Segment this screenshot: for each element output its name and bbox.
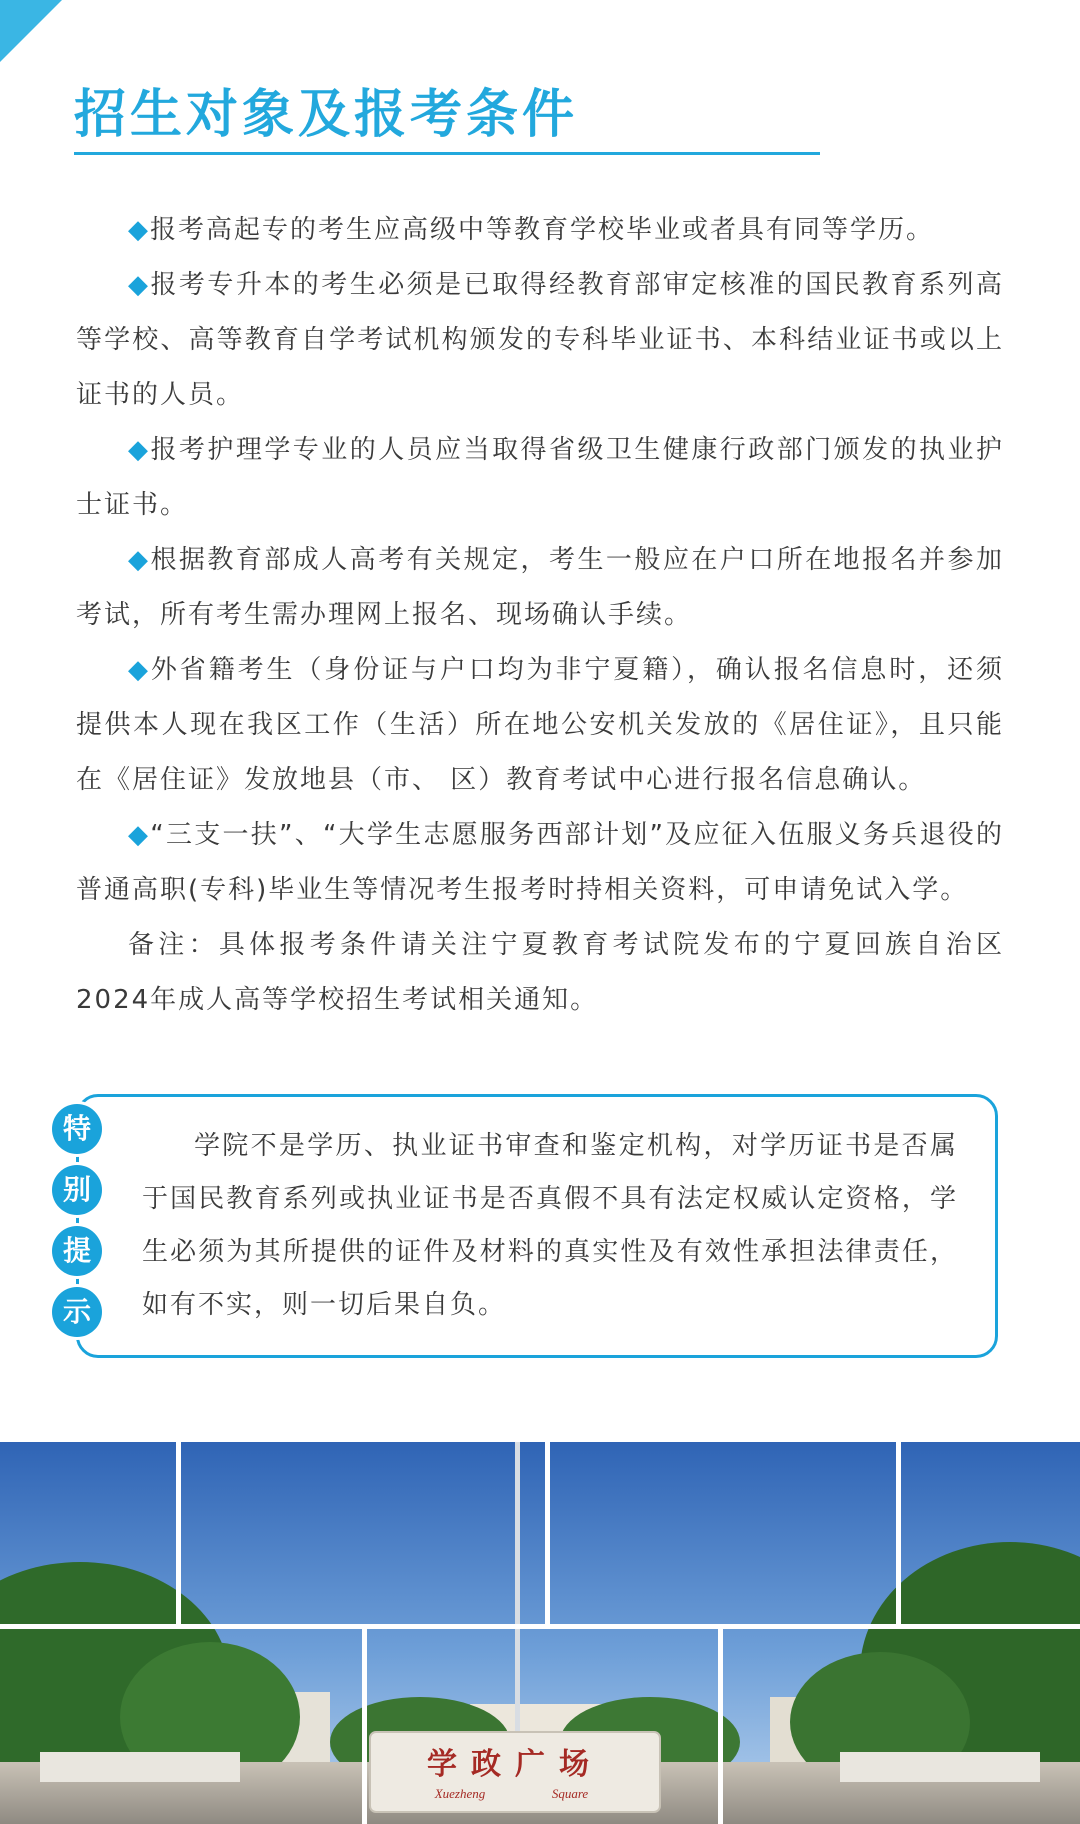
conditions-list — [76, 203, 1004, 1028]
title-underline — [74, 152, 820, 155]
diamond-bullet-icon: ◆ — [128, 545, 151, 575]
sign-text: 学政广场 — [427, 1748, 603, 1781]
condition-item: ◆报考护理学专业的人员应当取得省级卫生健康行政部门颁发的执业护士证书。 — [76, 435, 1004, 520]
grid-line-vertical-4 — [362, 1629, 367, 1824]
note-paragraph: 备注：具体报考条件请关注宁夏教育考试院发布的宁夏回族自治区2024年成人高等学校招生考试相关通知。 — [76, 930, 1004, 1015]
page-title: 招生对象及报考条件 — [74, 85, 579, 145]
flagpole — [515, 1442, 520, 1772]
sign-pinyin-2: Square — [551, 1786, 589, 1801]
notice-label-char: 提 — [52, 1226, 102, 1276]
diamond-bullet-icon: ◆ — [128, 270, 151, 300]
railing-left — [40, 1752, 240, 1782]
condition-item: ◆报考专升本的考生必须是已取得经教育部审定核准的国民教育系列高等学校、高等教育自学考试机构颁发的专科毕业证书、本科结业证书或以上证书的人员。 — [76, 270, 1004, 410]
condition-item: ◆报考高起专的考生应高级中等教育学校毕业或者具有同等学历。 — [128, 215, 935, 245]
condition-item: ◆外省籍考生（身份证与户口均为非宁夏籍），确认报名信息时，还须提供本人现在我区工作（生活）所在地公安机关发放的《居住证》，且只能在《居住证》发放地县（市、 区）教育考试中心进行报名信息确认。 — [76, 655, 1004, 795]
corner-decoration — [0, 0, 62, 62]
sign-pinyin-1: Xuezheng — [434, 1786, 486, 1801]
special-notice-label — [52, 1104, 104, 1348]
grid-line-vertical-1 — [176, 1442, 181, 1624]
diamond-bullet-icon: ◆ — [128, 215, 150, 245]
notice-label-char: 别 — [52, 1165, 102, 1215]
diamond-bullet-icon: ◆ — [128, 435, 151, 465]
diamond-bullet-icon: ◆ — [128, 655, 151, 685]
notice-label-char: 特 — [52, 1104, 102, 1154]
special-notice-text: 学院不是学历、执业证书审查和鉴定机构，对学历证书是否属于国民教育系列或执业证书是否真假不具有法定权威认定资格，学生必须为其所提供的证件及材料的真实性及有效性承担法律责任，如有不实，则一切后果自负。 — [142, 1131, 958, 1320]
grid-line-horizontal — [0, 1624, 1080, 1629]
condition-item: ◆根据教育部成人高考有关规定，考生一般应在户口所在地报名并参加考试，所有考生需办理网上报名、现场确认手续。 — [76, 545, 1004, 630]
grid-line-vertical-2 — [545, 1442, 550, 1624]
condition-item: ◆“三支一扶”、“大学生志愿服务西部计划”及应征入伍服义务兵退役的普通高职(专科)毕业生等情况考生报考时持相关资料，可申请免试入学。 — [76, 820, 1004, 905]
diamond-bullet-icon: ◆ — [128, 820, 151, 850]
railing-right — [840, 1752, 1040, 1782]
campus-photo-collage — [0, 1442, 1080, 1824]
notice-label-char: 示 — [52, 1287, 102, 1337]
grid-line-vertical-3 — [896, 1442, 901, 1624]
grid-line-vertical-5 — [718, 1629, 723, 1824]
